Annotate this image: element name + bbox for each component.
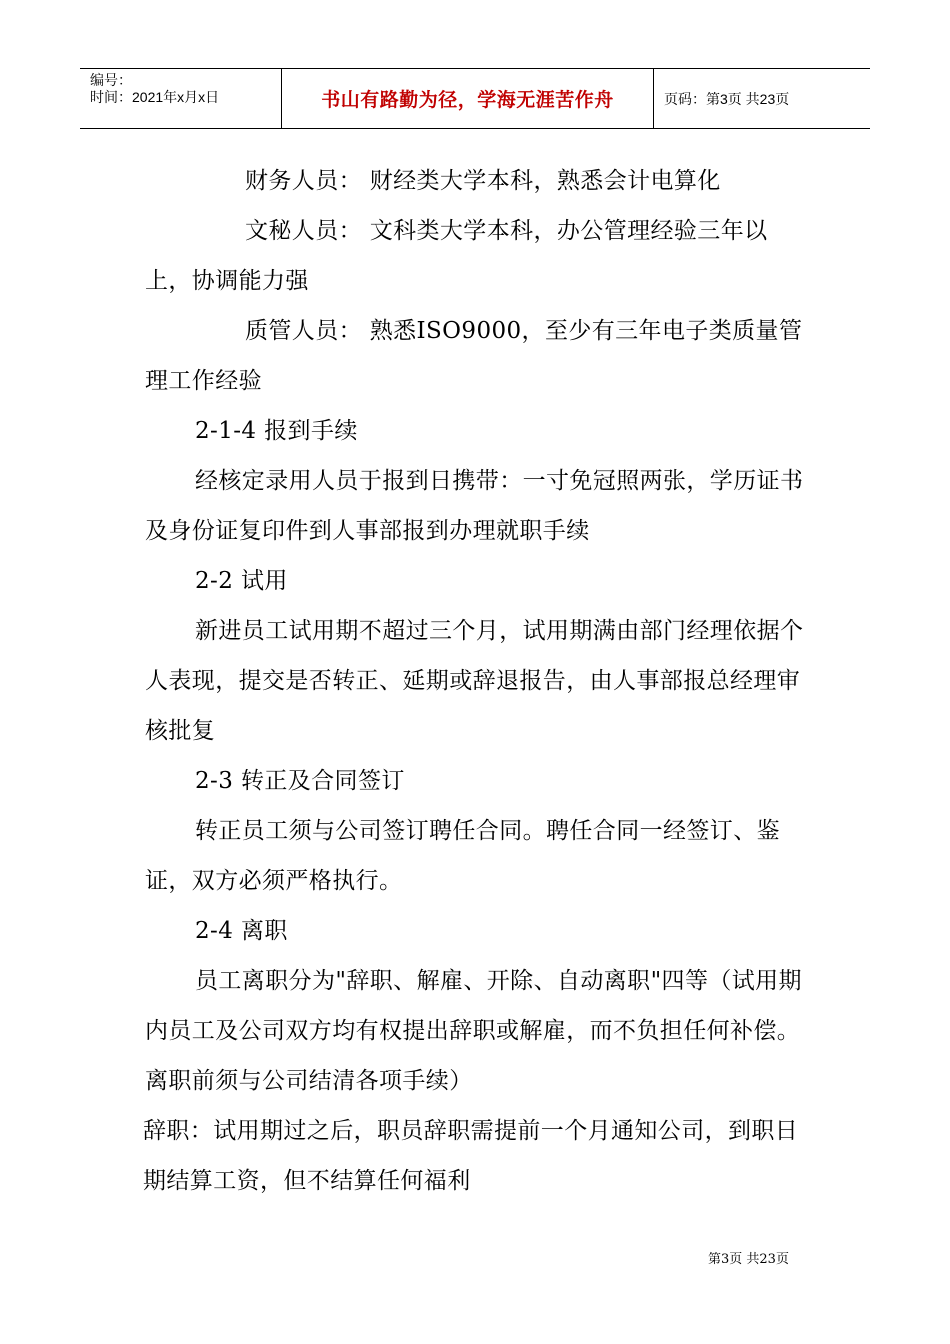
paragraph-registration: 经核定录用人员于报到日携带：一寸免冠照两张，学历证书及身份证复印件到人事部报到办理就职手续 [145,468,804,544]
header-motto: 书山有路勤为径，学海无涯苦作舟 [282,69,654,128]
paragraph-contract: 转正员工须与公司签订聘任合同。聘任合同一经签订、鉴证，双方必须严格执行。 [145,818,780,894]
page-header [80,68,870,129]
document-date-label: 时间：2021年x月x日 [90,89,220,105]
header-page-info: 页码：第3页 共23页 [664,90,790,107]
header-meta [80,69,282,128]
document-body [145,156,810,1206]
section-heading-probation: 2-2 试用 [195,568,288,594]
paragraph-resignation-notice: 辞职：试用期过之后，职员辞职需提前一个月通知公司，到职日期结算工资，但不结算任何福利 [143,1118,799,1194]
paragraph-finance-staff: 财务人员： 财经类大学本科，熟悉会计电算化 [245,168,721,194]
document-number-label: 编号： [90,72,132,88]
section-heading-registration: 2-1-4 报到手续 [195,418,358,444]
section-heading-contract: 2-3 转正及合同签订 [195,768,405,794]
paragraph-resignation-types: 员工离职分为"辞职、解雇、开除、自动离职"四等（试用期内员工及公司双方均有权提出辞职或解雇，而不负担任何补偿。离职前须与公司结清各项手续） [145,968,802,1094]
section-heading-resignation: 2-4 离职 [195,918,288,944]
paragraph-quality-staff: 质管人员： 熟悉ISO9000，至少有三年电子类质量管理工作经验 [145,318,803,394]
paragraph-secretary-staff: 文秘人员： 文科类大学本科，办公管理经验三年以上，协调能力强 [145,218,768,294]
page-footer: 第3页 共23页 [708,1252,789,1267]
paragraph-probation: 新进员工试用期不超过三个月，试用期满由部门经理依据个人表现，提交是否转正、延期或辞退报告，由人事部报总经理审核批复 [145,618,804,744]
